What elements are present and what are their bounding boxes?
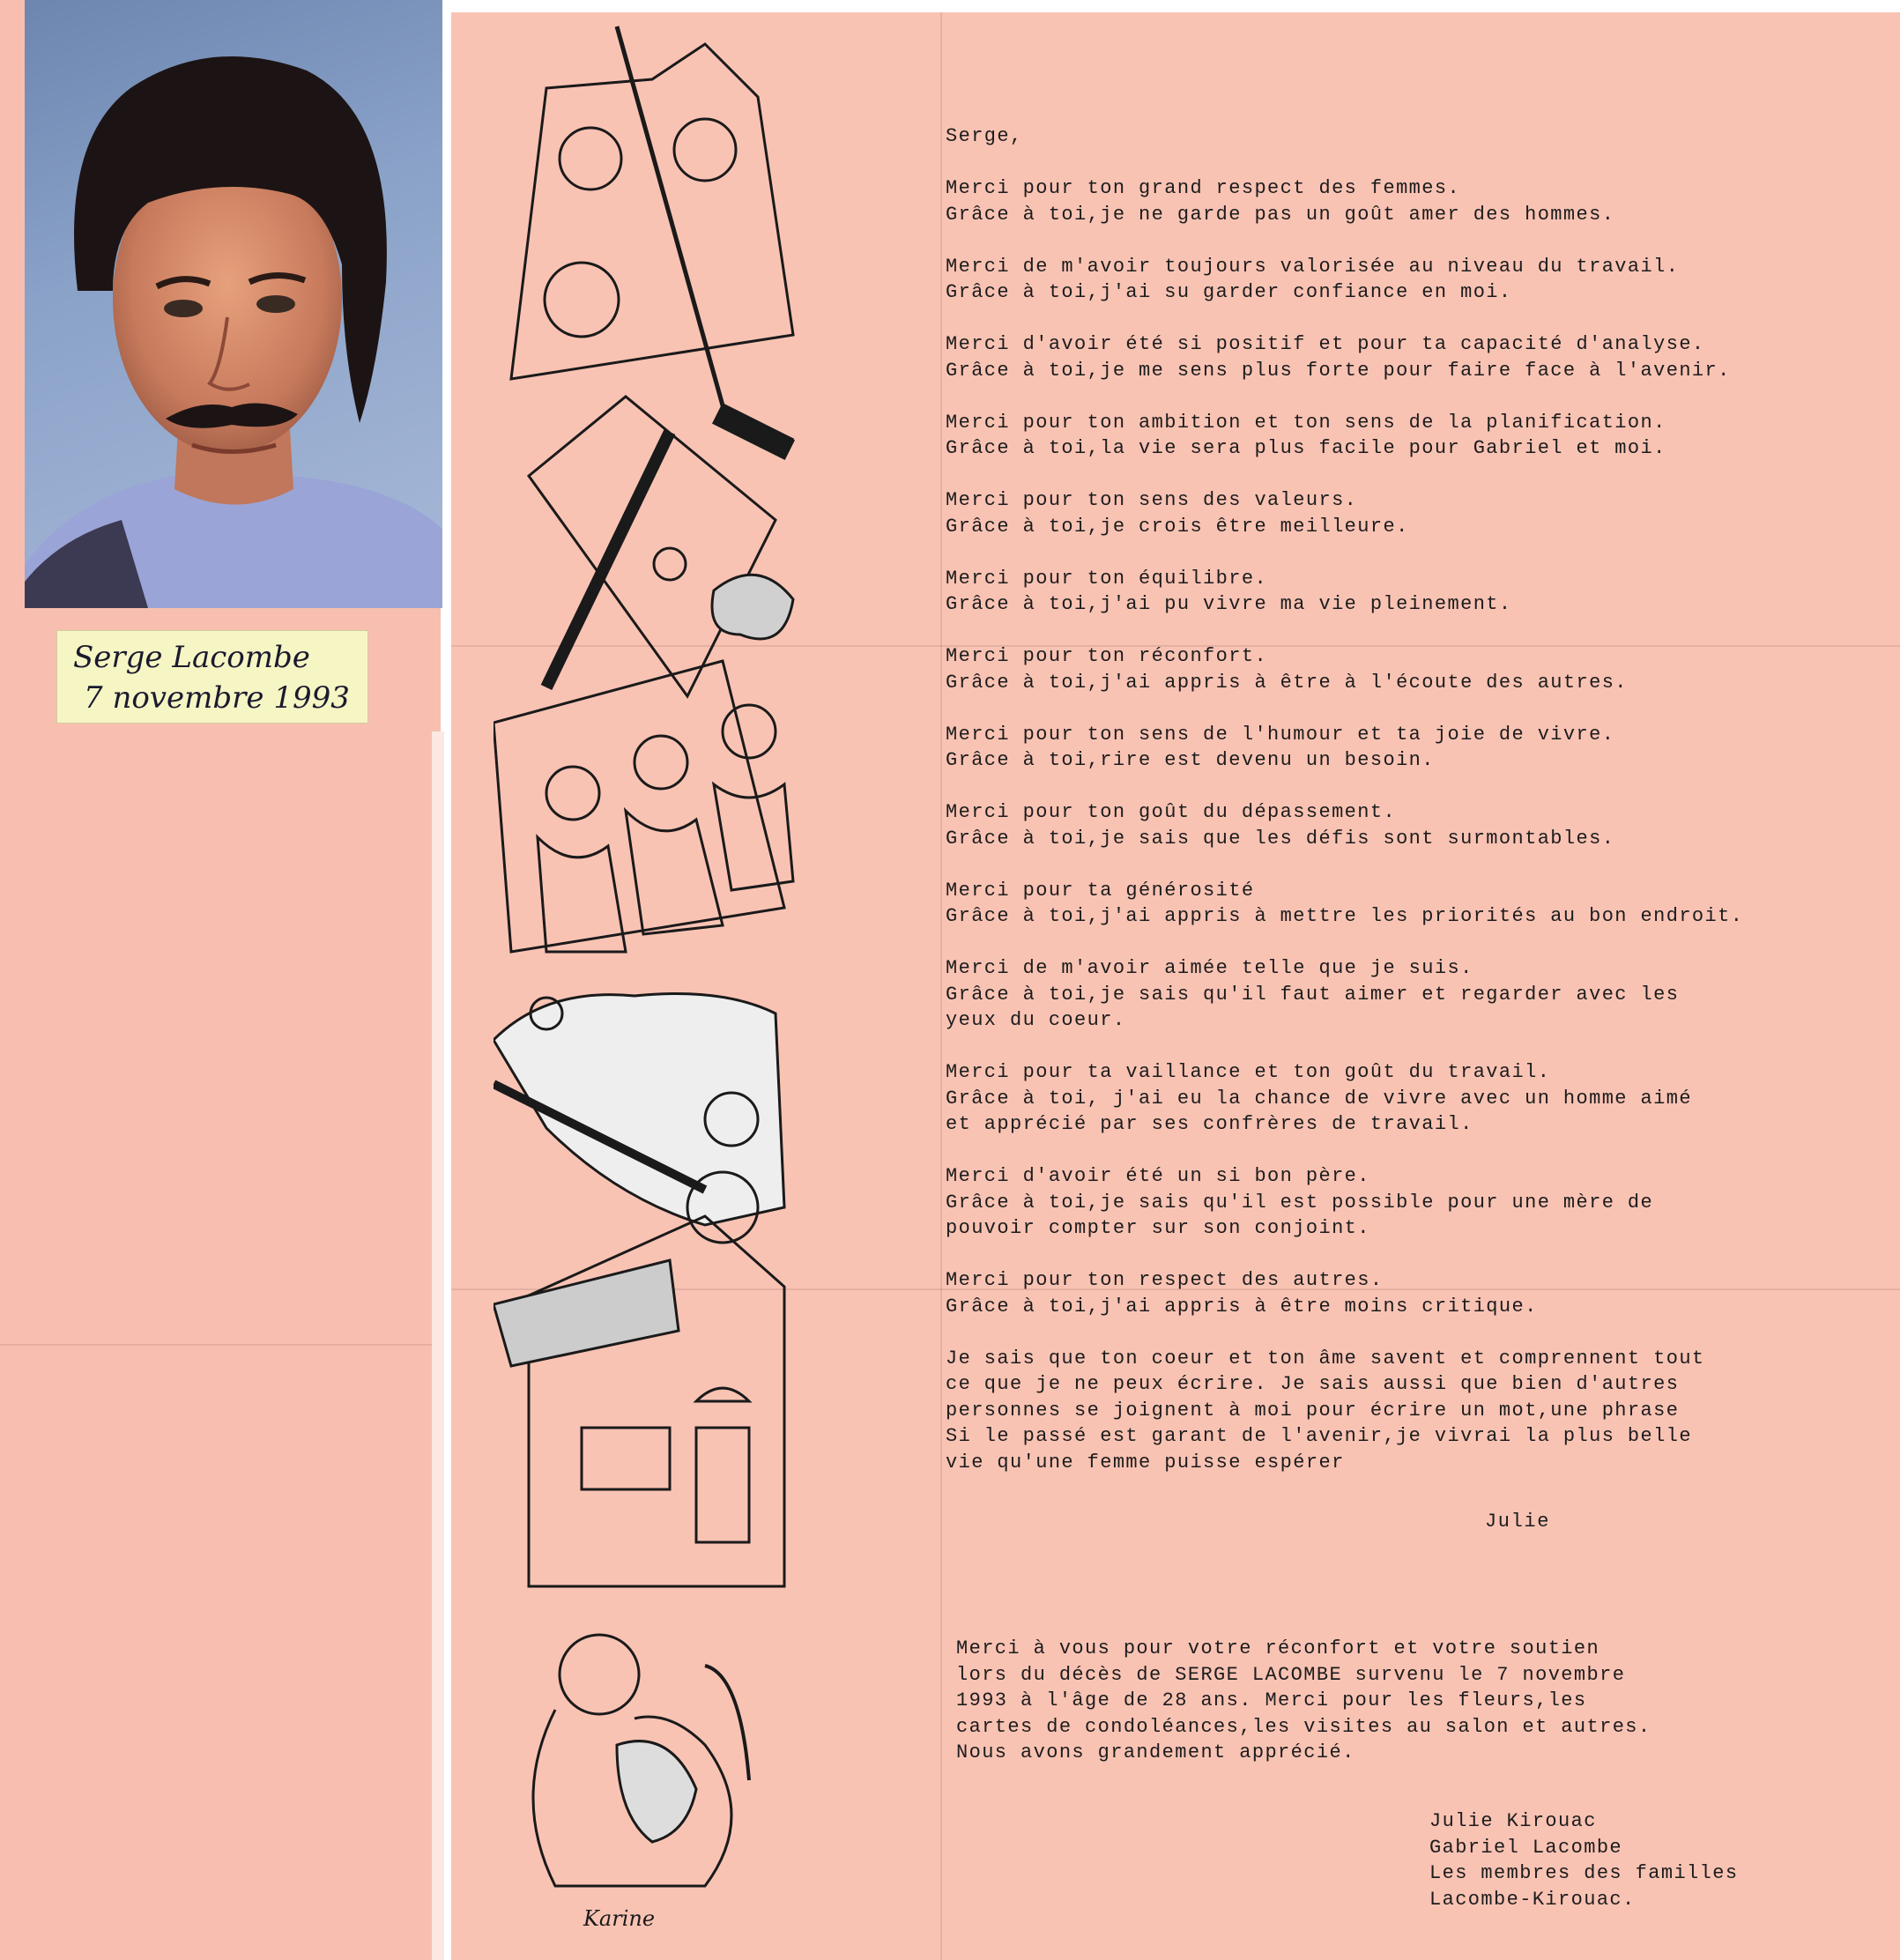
letter-paragraph: Merci pour ton goût du dépassement. Grâce à toi,je sais que les défis sont surmontables. — [946, 801, 1615, 850]
letter-paragraph: Merci d'avoir été si positif et pour ta capacité d'analyse. Grâce à toi,je me sens plus forte pour faire face à l'avenir. — [946, 333, 1731, 382]
letter-paragraph: Merci pour ton réconfort. Grâce à toi,j'ai appris à être à l'écoute des autres. — [946, 645, 1628, 694]
letter-signature: Julie — [1485, 1511, 1551, 1533]
label-name: Serge Lacombe — [73, 640, 310, 675]
thank-you-note: Merci à vous pour votre réconfort et votre soutien lors du décès de SERGE LACOMBE survenu le 7 novembre 1993 à l'âge de 28 ans. Merci pour les fleurs,les cartes de condoléances,les visites au salon et autres. Nous avons grandement apprécié. — [956, 1637, 1651, 1763]
letter-paragraph: Merci de m'avoir toujours valorisée au niveau du travail. Grâce à toi,j'ai su garder confiance en moi. — [946, 255, 1680, 303]
portrait-photo — [25, 0, 442, 608]
letter-paragraph: Merci pour ton sens des valeurs. Grâce à toi,je crois être meilleure. — [946, 489, 1409, 538]
letter-paragraph: Merci pour ta vaillance et ton goût du travail. Grâce à toi, j'ai eu la chance de vivre avec un homme aimé et apprécié par ses confrères de travail. — [946, 1061, 1692, 1135]
photo-label-card — [56, 630, 368, 724]
letter-body — [946, 123, 1880, 1502]
letter-closing-paragraph: Je sais que ton coeur et ton âme savent et comprennent tout ce que je ne peux écrire. Je sais aussi que bien d'autres personnes se joignent à moi pour écrire un mot,une phrase Si le passé est garant de l'avenir,je vivrai la plus belle vie qu'une femme puisse espérer — [946, 1347, 1705, 1474]
letter-paragraph: Merci pour ton ambition et ton sens de la planification. Grâce à toi,la vie sera plus facile pour Gabriel et moi. — [946, 411, 1666, 459]
illustrator-signature: Karine — [583, 1906, 656, 1931]
portrait-photo-icon — [25, 0, 442, 608]
fold-line — [0, 1344, 441, 1346]
letter-paragraph: Merci pour ta générosité Grâce à toi,j'ai appris à mettre les priorités au bon endroit. — [946, 879, 1744, 927]
car-icon — [494, 994, 784, 1244]
letter-paragraph: Merci pour ton grand respect des femmes. Grâce à toi,je ne garde pas un goût amer des hommes. — [946, 177, 1615, 226]
family-signatures: Julie Kirouac Gabriel Lacombe Les membres des familles Lacombe-Kirouac. — [1429, 1810, 1739, 1911]
house-icon — [494, 1216, 784, 1586]
paper-edge — [432, 731, 444, 1960]
friends-icon — [494, 661, 793, 952]
letter-paragraph: Merci pour ton respect des autres. Grâce à toi,j'ai appris à être moins critique. — [946, 1269, 1538, 1318]
memorial-illustration — [494, 18, 864, 1939]
fold-line — [940, 12, 942, 1960]
letter-paragraph: Merci d'avoir été un si bon père. Grâce à toi,je sais qu'il est possible pour une mère de pouvoir compter sur son conjoint. — [946, 1165, 1654, 1239]
letter-paragraph: Merci de m'avoir aimée telle que je suis. Grâce à toi,je sais qu'il faut aimer et regarder avec les yeux du coeur. — [946, 957, 1680, 1031]
letter-paragraph: Merci pour ton sens de l'humour et ta joie de vivre. Grâce à toi,rire est devenu un besoin. — [946, 723, 1615, 771]
label-date: 7 novembre 1993 — [84, 680, 350, 716]
letter-paragraph: Merci pour ton équilibre. Grâce à toi,j'ai pu vivre ma vie pleinement. — [946, 567, 1512, 615]
letter-salutation: Serge, — [946, 125, 1023, 147]
hockey-net-icon — [511, 26, 793, 458]
parent-child-icon — [533, 1635, 749, 1886]
